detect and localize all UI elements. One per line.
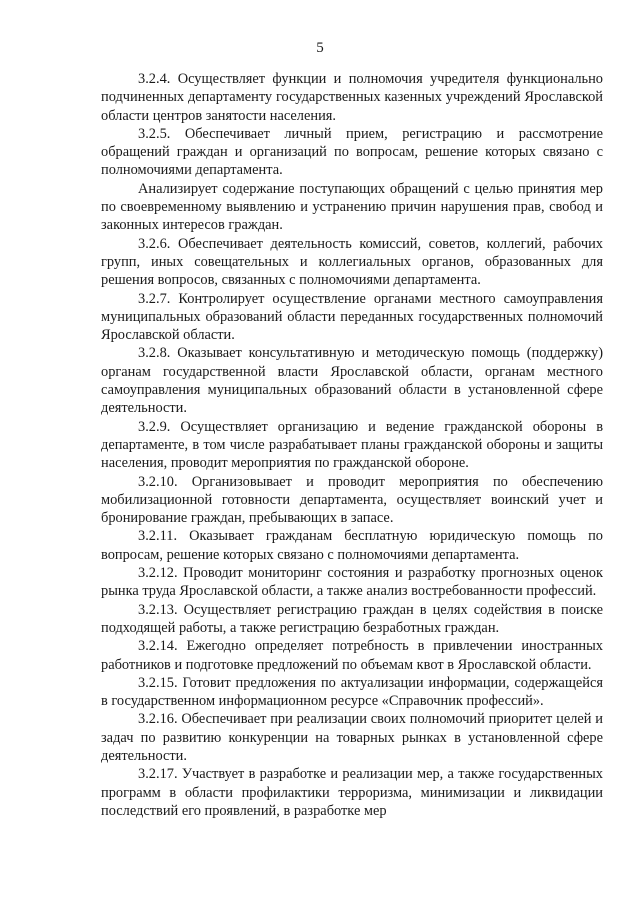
paragraph-3-2-11: 3.2.11. Оказывает гражданам бесплатную юридическую помощь по вопросам, решение которых связано с полномочиями департамента. <box>101 528 603 563</box>
paragraph-3-2-7: 3.2.7. Контролирует осуществление органами местного самоуправления муниципальных образований области переданных государственных полномочий Ярославской области. <box>101 290 603 344</box>
paragraph-3-2-5: 3.2.5. Обеспечивает личный прием, регистрацию и рассмотрение обращений граждан и организаций по вопросам, решение которых связано с полномочиями департамента. <box>101 125 603 179</box>
paragraph-3-2-13: 3.2.13. Осуществляет регистрацию граждан в целях содействия в поиске подходящей работы, а также регистрацию безработных граждан. <box>101 601 603 636</box>
paragraph-3-2-16: 3.2.16. Обеспечивает при реализации своих полномочий приоритет целей и задач по развитию конкуренции на товарных рынках в установленной сфере деятельности. <box>101 711 603 764</box>
paragraph-3-2-14: 3.2.14. Ежегодно определяет потребность в привлечении иностранных работников и подготовке предложений по объемам квот в Ярославской области. <box>101 638 603 673</box>
paragraph-3-2-5-analysis: Анализирует содержание поступающих обращений с целью принятия мер по своевременному выявлению и устранению причин нарушения прав, свобод и законных интересов граждан. <box>101 180 603 234</box>
paragraph-3-2-6: 3.2.6. Обеспечивает деятельность комиссий, советов, коллегий, рабочих групп, иных совещательных и коллегиальных органов, образованных для решения вопросов, связанных с полномочиями департамента. <box>101 235 603 289</box>
paragraph-3-2-10: 3.2.10. Организовывает и проводит мероприятия по обеспечению мобилизационной готовности департамента, осуществляет воинский учет и бронирование граждан, пребывающих в запасе. <box>101 473 603 527</box>
document-body <box>101 70 603 820</box>
paragraph-3-2-4: 3.2.4. Осуществляет функции и полномочия учредителя функционально подчиненных департаменту государственных казенных учреждений Ярославской области центров занятости населения. <box>101 71 603 124</box>
paragraph-3-2-9: 3.2.9. Осуществляет организацию и ведение гражданской обороны в департаменте, в том числе разрабатывает планы гражданской обороны и защиты населения, проводит мероприятия по гражданской обороне. <box>101 418 603 472</box>
page-number: 5 <box>316 40 324 56</box>
paragraph-3-2-8: 3.2.8. Оказывает консультативную и методическую помощь (поддержку) органам государственной власти Ярославской области, органам местного самоуправления муниципальных образований области в установленной сфере деятельности. <box>101 345 603 417</box>
paragraph-3-2-12: 3.2.12. Проводит мониторинг состояния и разработку прогнозных оценок рынка труда Ярославской области, а также анализ востребованности профессий. <box>101 565 603 600</box>
paragraph-3-2-17: 3.2.17. Участвует в разработке и реализации мер, а также государственных программ в области профилактики терроризма, минимизации и ликвидации последствий его проявлений, в разработке мер <box>101 766 603 819</box>
paragraph-3-2-15: 3.2.15. Готовит предложения по актуализации информации, содержащейся в государственном информационном ресурсе «Справочник профессий». <box>101 674 603 710</box>
